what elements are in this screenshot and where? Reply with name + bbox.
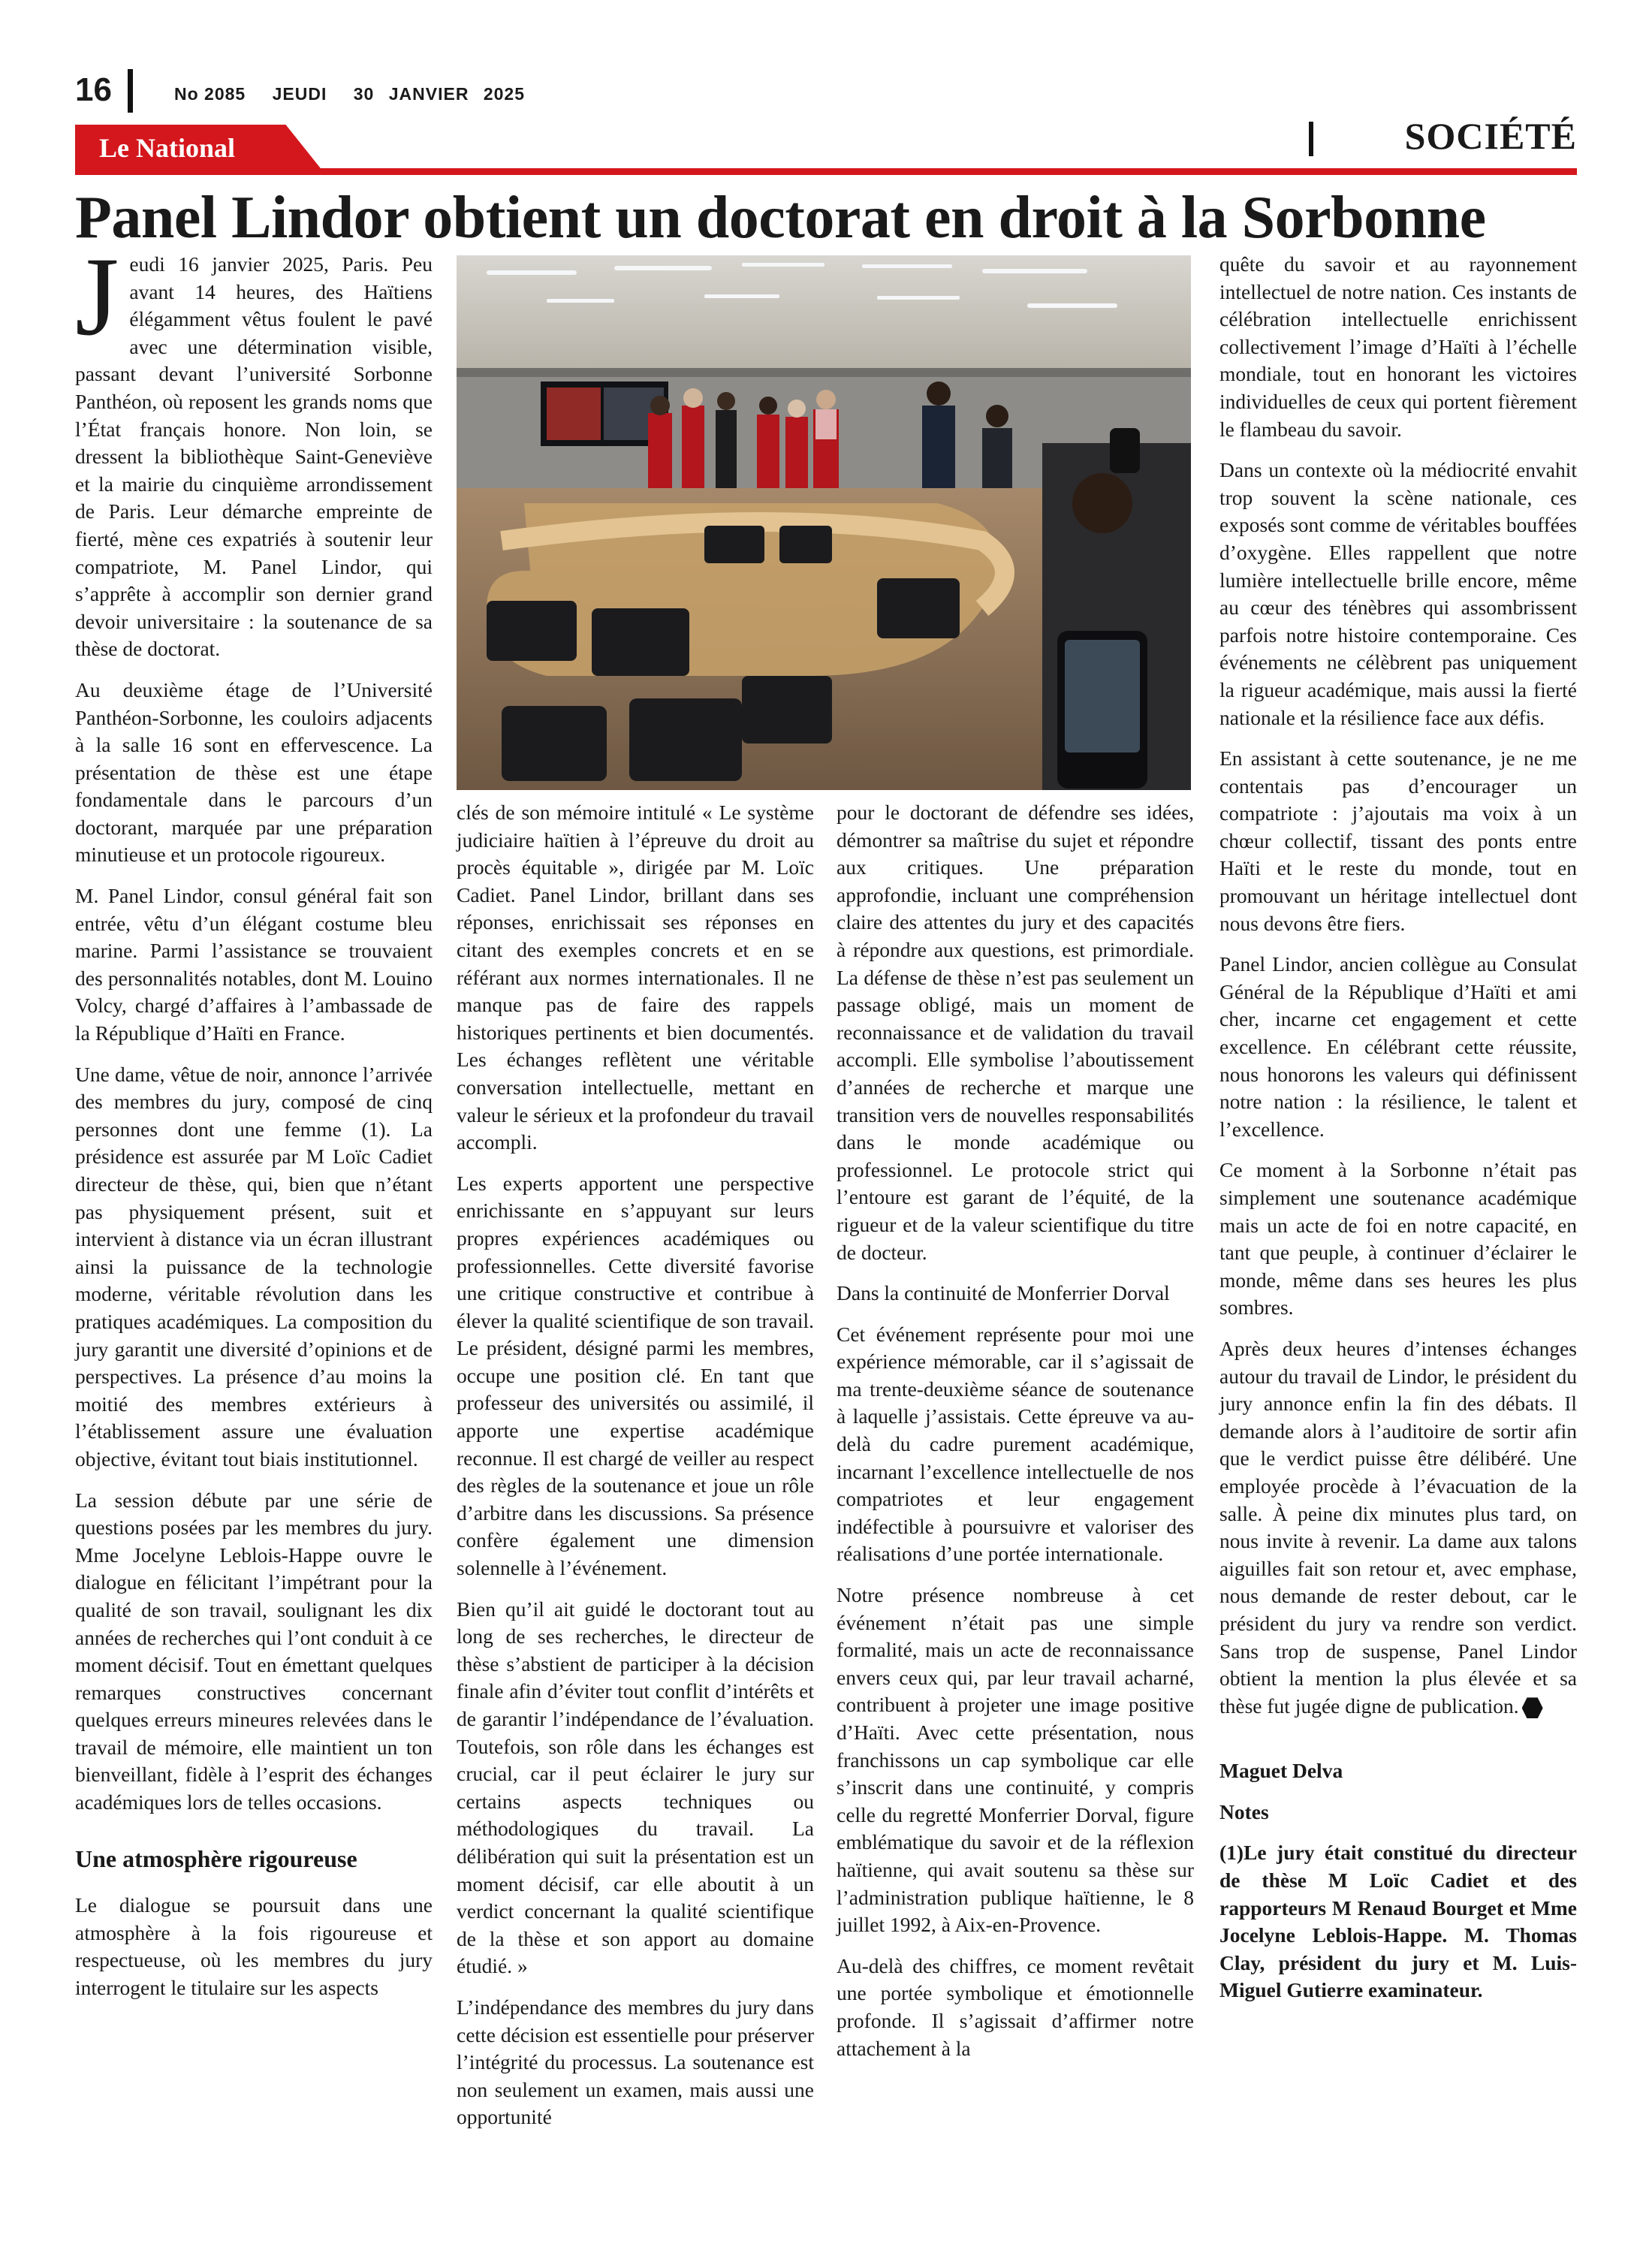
notes-label: Notes [1219,1799,1269,1823]
paragraph: Les experts apportent une perspective enrichissante en s’appuyant sur leurs propres expériences académiques ou professionnelles. Cette diversité favorise une critique constructive et contribue à élever la qualité scientifique de son travail. Le président, désigné parmi les membres, occupe une position clé. En tant que professeur des universités ou assimilé, il apporte une expertise académique reconnue. Il est chargé de veiller au respect des règles de la soutenance et joue un rôle d’arbitre dans les discussions. Sa présence confère également une dimension solennelle à l’événement. [457,1171,814,1580]
article-column-2 [457,799,814,2145]
issue-month: JANVIER [388,84,469,104]
paragraph: quête du savoir et au rayonnement intellectuel de notre nation. Ces instants de célébration intellectuelle enrichissent collectivement l’image d’Haïti à l’échelle mondiale, tout en honorant les victoires individuelles de ceux qui portent fièrement le flambeau du savoir. [1219,252,1577,441]
issue-weekday: JEUDI [272,84,327,104]
paragraph [1219,1335,1577,1720]
page-number: 16 [75,71,112,108]
paragraph: Ce moment à la Sorbonne n’était pas simplement une soutenance académique mais un acte de foi en notre capacité, en tant que peuple, à continuer d’éclairer le monde, même dans ses heures les plus sombres. [1219,1158,1577,1320]
paragraph-text: eudi 16 janvier 2025, Paris. Peu avant 14 heures, des Haïtiens élégamment vêtus foulent le pavé avec une détermination visible, passant devant l’université Sorbonne Panthéon, où reposent les grands noms que l’État français honore. Non loin, se dressent la bibliothèque Saint-Geneviève et la mairie du cinquième arrondissement de Paris. Leur démarche empreinte de fierté, mène ces expatriés à soutenir leur compatriote, M. Panel Lindor, qui s’apprête à accomplir son dernier grand devoir universitaire : la soutenance de sa thèse de doctorat. [75,252,433,661]
article-column-4 [1219,251,1577,2018]
article-photo [457,255,1191,790]
section-title: SOCIÉTÉ [1404,115,1577,157]
defense-room-photo [457,255,1191,790]
footnote: (1)Le jury était constitué du directeur de thèse M Loïc Cadiet et des rapporteurs M Renaud Bourget et Mme Jocelyne Leblois-Happe. M. Thomas Clay, président du jury et M. Luis-Miguel Gutierre examinateur. [1219,1841,1577,2002]
paragraph: Bien qu’il ait guidé le doctorant tout au long de ses recherches, le directeur de thèse s’abstient de participer à la décision finale afin d’éviter tout conflit d’intérêts et de garantir l’indépendance de l’évaluation. Toutefois, son rôle dans les échanges est crucial, car il peut éclairer le jury sur certains aspects techniques ou méthodologiques du travail. La délibération qui suit la présentation est un moment décisif, car elle aboutit à un verdict concernant la qualité scientifique de la thèse et son apport au domaine étudié. » [457,1597,814,1978]
paragraph: Au-delà des chiffres, ce moment revêtait une portée symbolique et émotionnelle profonde. Il s’agissait d’affirmer notre attachement à la [837,1953,1194,2060]
article-column-3 [837,799,1194,2076]
paragraph: Le dialogue se poursuit dans une atmosphère à la fois rigoureuse et respectueuse, où les membres du jury interrogent le titulaire sur les aspects [75,1893,433,2000]
paragraph: Une dame, vêtue de noir, annonce l’arrivée des membres du jury, composé de cinq personnes dont une femme (1). La présidence est assurée par M Loïc Cadiet directeur de thèse, qui, bien que n’étant pas physiquement présent, suit et intervient à distance via un écran illustrant ainsi la puissance de la technologie moderne, véritable révolution dans les pratiques académiques. La composition du jury garantit une diversité d’opinions et de perspectives. La présence d’au moins la moitié des membres extérieurs à l’établissement assure une évaluation objective, évitant tout biais institutionnel. [75,1062,433,1470]
paragraph: clés de son mémoire intitulé « Le système judiciaire haïtien à l’épreuve du droit au procès équitable », dirigée par M. Loïc Cadiet. Panel Lindor, brillant dans ses réponses, enrichissait ses réponses en citant des exemples concrets et en se référant aux normes internationales. Il ne manque pas de faire des rappels historiques pertinents et bien documentés. Les échanges reflètent une véritable conversation intellectuelle, mettant en valeur le sérieux et la profondeur du travail accompli. [457,801,814,1154]
drop-cap: J [75,234,119,359]
section-divider [1309,122,1313,156]
paragraph: L’indépendance des membres du jury dans cette décision est essentielle pour préserver l’intégrité du processus. La soutenance est non seulement un examen, mais aussi une opportunité [457,1995,814,2129]
paragraph: Au deuxième étage de l’Université Panthéon-Sorbonne, les couloirs adjacents à la salle 16 sont en effervescence. La présentation de thèse est une étape fondamentale dans le parcours d’un doctorant, marquée par une préparation minutieuse et un protocole rigoureux. [75,677,433,867]
paragraph: pour le doctorant de défendre ses idées, démontrer sa maîtrise du sujet et répondre aux critiques. Une préparation approfondie, incluant une compréhension claire des attentes du jury et des capacités à répondre aux questions, est primordiale. La défense de thèse n’est pas seulement un passage obligé, mais un moment de reconnaissance et de validation du travail accompli. Elle symbolise l’aboutissement d’années de recherche et marque une transition vers de nouvelles responsabilités dans le monde académique ou professionnel. Le protocole strict qui l’entoure est garant de l’équité, de la rigueur et de la valeur scientifique du titre de docteur. [837,801,1194,1264]
section-subheading: Une atmosphère rigoureuse [75,1844,357,1872]
paragraph-text: Après deux heures d’intenses échanges autour du travail de Lindor, le président du jury annonce enfin la fin des débats. Il demande alors à l’auditoire de sortir afin que le verdict puisse être délibéré. Une employée procède à l’évacuation de la salle. À peine dix minutes plus tard, on nous invite à revenir. La dame aux talons aiguilles fait son retour et, avec emphase, nous demande de rester debout, car le président du jury va rendre son verdict. Sans trop de suspense, Panel Lindor obtient la mention la plus élevée et sa thèse fut jugée digne de publication. [1219,1336,1577,1718]
paragraph: La session débute par une série de questions posées par les membres du jury. Mme Jocelyne Leblois-Happe ouvre le dialogue en félicitant l’impétrant pour la qualité de son travail, soulignant les dix années de recherches qui l’ont conduit à ce moment décisif. Tout en émettant quelques remarques constructives concernant quelques erreurs mineures relevées dans le travail de mémoire, elle maintient un ton bienveillant, fidèle à l’esprit des échanges académiques lors de telles occasions. [75,1488,433,1814]
page-number-divider [128,69,133,113]
issue-info [174,84,546,104]
header-rule [75,168,1577,175]
brand-logo: Le National [99,133,236,163]
paragraph: M. Panel Lindor, consul général fait son entrée, vêtu d’un élégant costume bleu marine. Parmi l’assistance se trouvaient des personnalités notables, dont M. Louino Volcy, chargé d’affaires à l’ambassade de la République d’Haïti en France. [75,884,433,1045]
issue-number: No 2085 [174,84,246,104]
paragraph: Panel Lindor, ancien collègue au Consulat Général de la République d’Haïti et ami cher, incarne cet engagement et cette excellence. En célébrant cette réussite, nous honorons les valeurs qui définissent notre nation : la résilience, le talent et l’excellence. [1219,952,1577,1141]
paragraph: En assistant à cette soutenance, je ne me contentais pas d’encourager un compatriote : j’ajoutais ma voix à un chœur collectif, tissant des ponts entre Haïti et le reste du monde, tout en promouvant un héritage intellectuel dont nous devons être fiers. [1219,746,1577,935]
paragraph: Notre présence nombreuse à cet événement n’était pas une simple formalité, mais un acte de reconnaissance envers ceux qui, par leur travail acharné, contribuent à projeter une image positive d’Haïti. Avec cette présentation, nous franchissons un cap symbolique car elle s’inscrit dans une continuité, y compris celle du regretté Monferrier Dorval, figure emblématique du savoir et de la réflexion haïtienne, qui avait soutenu sa thèse sur l’administration publique haïtienne, le 8 juillet 1992, à Aix-en-Provence. [837,1583,1194,1937]
paragraph: Dans la continuité de Monferrier Dorval [837,1281,1170,1305]
paragraph: Dans un contexte où la médiocrité envahit trop souvent la scène nationale, ces exposés sont comme de véritables bouffées d’oxygène. Elles rappellent que notre lumière intellectuelle brille encore, même au cœur des ténèbres qui assombrissent parfois notre histoire contemporaine. Ces événements ne célèbrent pas uniquement la rigueur académique, mais aussi la fierté nationale et la résilience face aux défis. [1219,458,1577,729]
article-column-1 [75,234,433,2016]
author-byline: Maguet Delva [1219,1759,1343,1783]
article-headline: Panel Lindor obtient un doctorat en droit à la Sorbonne [75,185,1486,251]
end-of-article-icon [1522,1697,1543,1718]
issue-day: 30 [353,84,375,104]
paragraph: Cet événement représente pour moi une expérience mémorable, car il s’agissait de ma trente-deuxième séance de soutenance à laquelle j’assistais. Cette épreuve va au-delà du cadre purement académique, incarnant l’excellence intellectuelle de nos compatriotes et leur engagement indéfectible à poursuivre et valoriser des réalisations d’une portée internationale. [837,1322,1194,1566]
issue-year: 2025 [483,84,525,104]
paragraph [75,234,433,663]
